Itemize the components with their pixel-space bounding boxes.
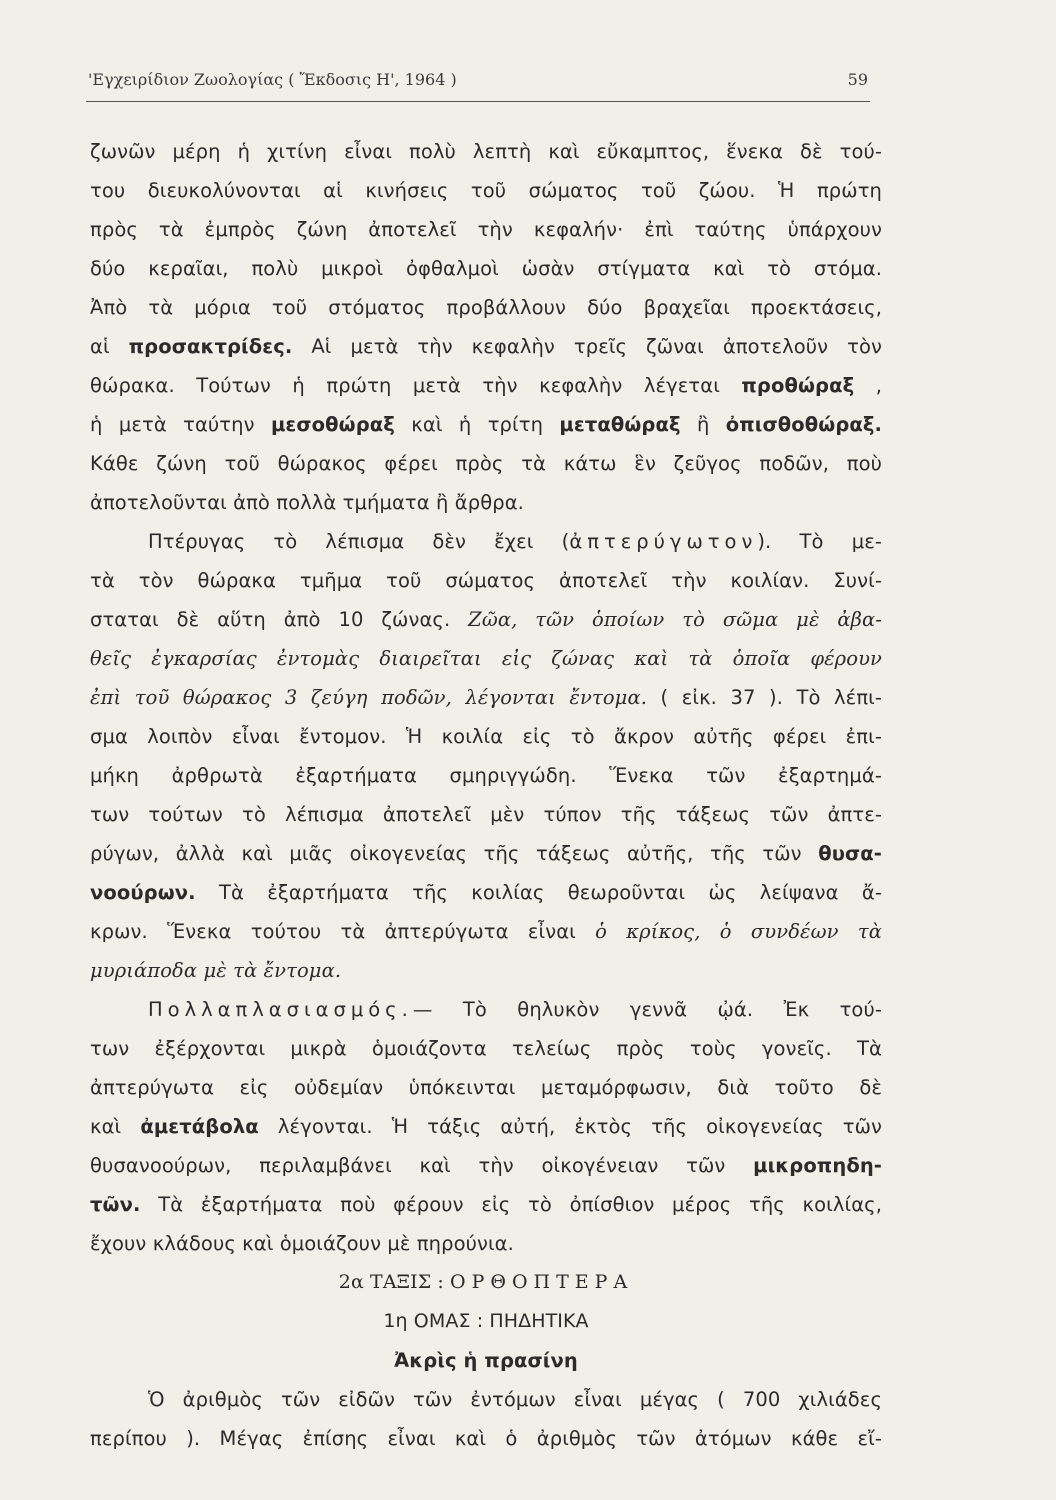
text-run: των ἐξέρχονται μικρὰ ὁμοιάζοντα τελείως πρὸς τοὺς γονεῖς. Τὰ <box>90 1037 882 1060</box>
text-line <box>90 795 882 834</box>
text-line <box>90 327 882 366</box>
text-line <box>90 639 882 678</box>
text-line <box>90 678 882 717</box>
text-line <box>90 990 882 1029</box>
bold-term: ἀμετάβολα <box>140 1115 259 1138</box>
text-run: θυσανοούρων, περιλαμβάνει καὶ τὴν οἰκογένειαν τῶν <box>90 1154 754 1177</box>
text-line <box>90 1224 882 1263</box>
spaced-term: Πολλαπλασιασμός. <box>148 998 413 1021</box>
text-run: ). Τὸ με- <box>757 530 882 553</box>
page-number: 59 <box>847 70 868 89</box>
italic-text: Ζῶα, τῶν ὁποίων τὸ σῶμα μὲ ἀβα- <box>468 608 882 631</box>
text-line <box>90 132 882 171</box>
text-run: ἀποτελοῦνται ἀπὸ πολλὰ τμήματα ἢ ἄρθρα. <box>90 491 524 514</box>
text-run: Πτέρυγας τὸ λέπισμα δὲν ἔχει ( <box>148 530 570 553</box>
bold-term: ὀπισθοθώραξ. <box>725 413 883 436</box>
text-line <box>90 1029 882 1068</box>
text-line <box>90 1419 882 1458</box>
text-line <box>90 756 882 795</box>
text-run: θώρακα. Τούτων ἡ πρώτη μετὰ τὴν κεφαλὴν λέγεται <box>90 374 742 397</box>
text-run: ρύγων, ἀλλὰ καὶ μιᾶς οἰκογενείας τῆς τάξεως αὐτῆς, τῆς τῶν <box>90 842 819 865</box>
text-line <box>90 951 882 990</box>
bold-term: μεσοθώραξ <box>270 413 395 436</box>
text-run: κρων. Ἕνεκα τούτου τὰ ἀπτερύγωτα εἶναι <box>90 920 596 943</box>
text-run: Τὰ ἐξαρτήματα τῆς κοιλίας θεωροῦνται ὡς λείψανα ἄ- <box>195 881 882 904</box>
text-run: ἡ μετὰ ταύτην <box>90 413 271 436</box>
text-run: Ἀπὸ τὰ μόρια τοῦ στόματος προβάλλουν δύο βραχεῖαι προεκτάσεις, <box>90 296 882 319</box>
italic-text: ὁ κρίκος, ὁ συνδέων τὰ <box>595 920 883 943</box>
text-run: Τὰ ἐξαρτήματα ποὺ φέρουν εἰς τὸ ὀπίσθιον μέρος τῆς κοιλίας, <box>140 1193 882 1216</box>
text-run: δύο κεραῖαι, πολὺ μικροὶ ὀφθαλμοὶ ὡσὰν στίγματα καὶ τὸ στόμα. <box>90 257 882 280</box>
text-run: λέγονται. Ἡ τάξις αὐτή, ἐκτὸς τῆς οἰκογενείας τῶν <box>258 1115 882 1138</box>
text-line <box>90 561 882 600</box>
group-heading: 1η ΟΜΑΣ : ΠΗΔΗΤΙΚΑ <box>383 1310 589 1332</box>
text-line <box>90 210 882 249</box>
bold-term: μεταθώραξ <box>559 413 681 436</box>
text-run: περίπου ). Μέγας ἐπίσης εἶναι καὶ ὁ ἀριθμὸς τῶν ἀτόμων κάθε εἴ- <box>90 1427 882 1450</box>
italic-text: ἐπὶ τοῦ θώρακος 3 ζεύγη ποδῶν, λέγονται ἔντομα. <box>90 686 648 709</box>
text-line <box>90 366 882 405</box>
text-run: αἱ <box>90 335 129 358</box>
text-line <box>90 405 882 444</box>
bold-term: τῶν. <box>90 1193 141 1216</box>
header-rule <box>86 101 870 102</box>
text-run: μήκη ἀρθρωτὰ ἐξαρτήματα σμηριγγώδη. Ἕνεκα τῶν ἐξαρτημά- <box>90 764 882 787</box>
text-run: πρὸς τὰ ἐμπρὸς ζώνη ἀποτελεῖ τὴν κεφαλήν· ἐπὶ ταύτης ὑπάρχουν <box>90 218 882 241</box>
text-run: καὶ ἡ τρίτη <box>394 413 560 436</box>
text-line <box>90 1068 882 1107</box>
bold-term: μικροπηδη- <box>753 1154 882 1177</box>
text-run: ζωνῶν μέρη ἡ χιτίνη εἶναι πολὺ λεπτὴ καὶ εὔκαμπτος, ἕνεκα δὲ τού- <box>90 140 882 163</box>
text-run: Κάθε ζώνη τοῦ θώρακος φέρει πρὸς τὰ κάτω ἓν ζεῦγος ποδῶν, ποὺ <box>90 452 882 475</box>
text-line <box>90 1185 882 1224</box>
text-line <box>90 834 882 873</box>
text-run: του διευκολύνονται αἱ κινήσεις τοῦ σώματος τοῦ ζώου. Ἡ πρώτη <box>90 179 882 202</box>
text-line <box>90 249 882 288</box>
bold-term: θυσα- <box>818 842 882 865</box>
text-line <box>90 1107 882 1146</box>
bold-term: νοούρων. <box>90 881 196 904</box>
text-run: — Τὸ θηλυκὸν γεννᾶ ᾠά. Ἐκ τού- <box>412 998 882 1021</box>
text-line <box>90 912 882 951</box>
text-run: , <box>854 374 882 397</box>
text-run: ἢ <box>680 413 726 436</box>
order-heading <box>90 1263 882 1302</box>
closing-paragraph <box>90 1380 882 1458</box>
order-name: ΟΡΘΟΠΤΕΡΑ <box>450 1271 634 1293</box>
text-run: τὰ τὸν θώρακα τμῆμα τοῦ σώματος ἀποτελεῖ τὴν κοιλίαν. Συνί- <box>90 569 882 592</box>
body-text <box>90 132 882 1458</box>
text-line <box>90 600 882 639</box>
text-run: των τούτων τὸ λέπισμα ἀποτελεῖ μὲν τύπον τῆς τάξεως τῶν ἀπτε- <box>90 803 882 826</box>
species-heading: Ἀκρὶς ἡ πρασίνη <box>394 1349 578 1372</box>
text-run: ( εἰκ. 37 ). Τὸ λέπι- <box>647 686 883 709</box>
bold-term: προσακτρίδες. <box>128 335 293 358</box>
text-line <box>90 522 882 561</box>
text-run: ἀπτερύγωτα εἰς οὐδεμίαν ὑπόκεινται μεταμόρφωσιν, διὰ τοῦτο δὲ <box>90 1076 882 1099</box>
italic-text: θεῖς ἐγκαρσίας ἐντομὰς διαιρεῖται εἰς ζώνας καὶ τὰ ὁποῖα φέρουν <box>90 647 882 670</box>
text-run: Αἱ μετὰ τὴν κεφαλὴν τρεῖς ζῶναι ἀποτελοῦν τὸν <box>292 335 883 358</box>
spaced-term: ἀπτερύγωτον <box>569 530 758 553</box>
paragraphs <box>90 132 882 1263</box>
text-line <box>90 444 882 483</box>
text-run: ἔχουν κλάδους καὶ ὁμοιάζουν μὲ πηρούνια. <box>90 1232 514 1255</box>
text-run: καὶ <box>90 1115 141 1138</box>
text-line <box>90 717 882 756</box>
order-prefix: 2α ΤΑΞΙΣ : <box>338 1271 444 1293</box>
text-run: Ὁ ἀριθμὸς τῶν εἰδῶν τῶν ἐντόμων εἶναι μέγας ( 700 χιλιάδες <box>148 1388 882 1411</box>
text-run: σταται δὲ αὕτη ἀπὸ 10 ζώνας. <box>90 608 469 631</box>
bold-term: προθώραξ <box>741 374 855 397</box>
running-header <box>88 70 868 89</box>
text-line <box>90 1146 882 1185</box>
text-line <box>90 171 882 210</box>
text-line <box>90 873 882 912</box>
text-run: σμα λοιπὸν εἶναι ἔντομον. Ἡ κοιλία εἰς τὸ ἄκρον αὐτῆς φέρει ἐπι- <box>90 725 882 748</box>
text-line <box>90 483 882 522</box>
text-line <box>90 1380 882 1419</box>
italic-text: μυριάποδα μὲ τὰ ἔντομα. <box>90 959 342 982</box>
text-line <box>90 288 882 327</box>
book-title: 'Εγχειρίδιον Ζωολογίας ( Ἔκδοσις Η', 1964 ) <box>88 70 457 89</box>
